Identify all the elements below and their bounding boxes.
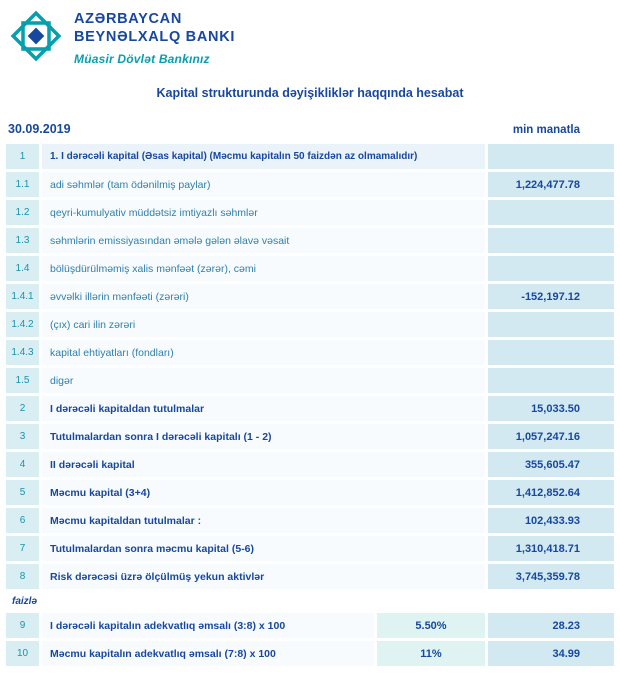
row-number: 1.4.1 [6, 284, 39, 309]
row-label: Tutulmalardan sonra I dərəcəli kapitalı (1 - 2) [42, 424, 485, 449]
table-row [6, 613, 614, 638]
table-row [6, 200, 614, 225]
row-number: 1 [6, 144, 39, 169]
row-number: 1.4.2 [6, 312, 39, 337]
table-row [6, 144, 614, 169]
row-value [488, 368, 614, 393]
bank-name [74, 11, 235, 46]
row-number: 5 [6, 480, 39, 505]
row-value: 28.23 [488, 613, 614, 638]
row-label: Məcmu kapital (3+4) [42, 480, 485, 505]
row-number: 1.5 [6, 368, 39, 393]
row-number: 1.4.3 [6, 340, 39, 365]
meta-row [6, 122, 614, 136]
section-label-percent: faizlə [12, 595, 38, 607]
row-number: 1.1 [6, 172, 39, 197]
row-label: Məcmu kapitalın adekvatlıq əmsalı (7:8) x 100 [42, 641, 374, 666]
table-row [6, 228, 614, 253]
row-label: Risk dərəcəsi üzrə ölçülmüş yekun aktivlər [42, 564, 485, 589]
bank-tagline: Müasir Dövlət Bankınız [74, 52, 210, 67]
row-value [488, 144, 614, 169]
row-number: 10 [6, 641, 39, 666]
row-value: 102,433.93 [488, 508, 614, 533]
row-label: kapital ehtiyatları (fondları) [42, 340, 485, 365]
row-number: 2 [6, 396, 39, 421]
row-label: 1. I dərəcəli kapital (Əsas kapital) (Məcmu kapitalın 50 faizdən az olmamalıdır) [42, 144, 485, 169]
row-number: 1.4 [6, 256, 39, 281]
row-label: Tutulmalardan sonra məcmu kapital (5-6) [42, 536, 485, 561]
row-number: 4 [6, 452, 39, 477]
row-value: 15,033.50 [488, 396, 614, 421]
table-row [6, 480, 614, 505]
row-number: 1.3 [6, 228, 39, 253]
row-label: II dərəcəli kapital [42, 452, 485, 477]
row-label: qeyri-kumulyativ müddətsiz imtiyazlı səhmlər [42, 200, 485, 225]
row-value [488, 340, 614, 365]
row-number: 3 [6, 424, 39, 449]
row-number: 1.2 [6, 200, 39, 225]
bank-logo-icon [10, 10, 62, 62]
table-row [6, 340, 614, 365]
table-row [6, 256, 614, 281]
bank-header [6, 8, 614, 66]
capital-table [6, 144, 614, 666]
row-value: 1,310,418.71 [488, 536, 614, 561]
row-label: I dərəcəli kapitaldan tutulmalar [42, 396, 485, 421]
row-number: 9 [6, 613, 39, 638]
row-number: 6 [6, 508, 39, 533]
row-label: I dərəcəli kapitalın adekvatlıq əmsalı (3:8) x 100 [42, 613, 374, 638]
row-value: 1,412,852.64 [488, 480, 614, 505]
table-row [6, 641, 614, 666]
row-label: adi səhmlər (tam ödənilmiş paylar) [42, 172, 485, 197]
row-label: əvvəlki illərin mənfəəti (zərəri) [42, 284, 485, 309]
row-value [488, 228, 614, 253]
table-row [6, 508, 614, 533]
row-value: -152,197.12 [488, 284, 614, 309]
row-value [488, 200, 614, 225]
row-number: 7 [6, 536, 39, 561]
table-row [6, 284, 614, 309]
bank-name-line2: BEYNƏLXALQ BANKI [74, 28, 236, 45]
row-label: (çıx) cari ilin zərəri [42, 312, 485, 337]
row-value [488, 256, 614, 281]
row-percent-value: 11% [377, 641, 485, 666]
row-value: 3,745,359.78 [488, 564, 614, 589]
table-row [6, 452, 614, 477]
row-value: 1,224,477.78 [488, 172, 614, 197]
report-date: 30.09.2019 [8, 122, 71, 137]
table-row [6, 172, 614, 197]
table-row [6, 312, 614, 337]
unit-label: min manatla [512, 124, 580, 137]
row-label: Məcmu kapitaldan tutulmalar : [42, 508, 485, 533]
row-value [488, 312, 614, 337]
row-value: 34.99 [488, 641, 614, 666]
row-number: 8 [6, 564, 39, 589]
row-label: səhmlərin emissiyasından əmələ gələn əlavə vəsait [42, 228, 485, 253]
table-row [6, 424, 614, 449]
bank-name-line1: AZƏRBAYCAN [74, 11, 183, 27]
table-row [6, 396, 614, 421]
row-value: 1,057,247.16 [488, 424, 614, 449]
report-title: Kapital strukturunda dəyişikliklər haqqında hesabat [156, 86, 464, 101]
table-row [6, 564, 614, 589]
row-label: bölüşdürülməmiş xalis mənfəət (zərər), cəmi [42, 256, 485, 281]
table-row [6, 368, 614, 393]
row-value: 355,605.47 [488, 452, 614, 477]
row-label: digər [42, 368, 485, 393]
row-percent-value: 5.50% [377, 613, 485, 638]
table-row [6, 536, 614, 561]
bank-brand [74, 8, 235, 66]
